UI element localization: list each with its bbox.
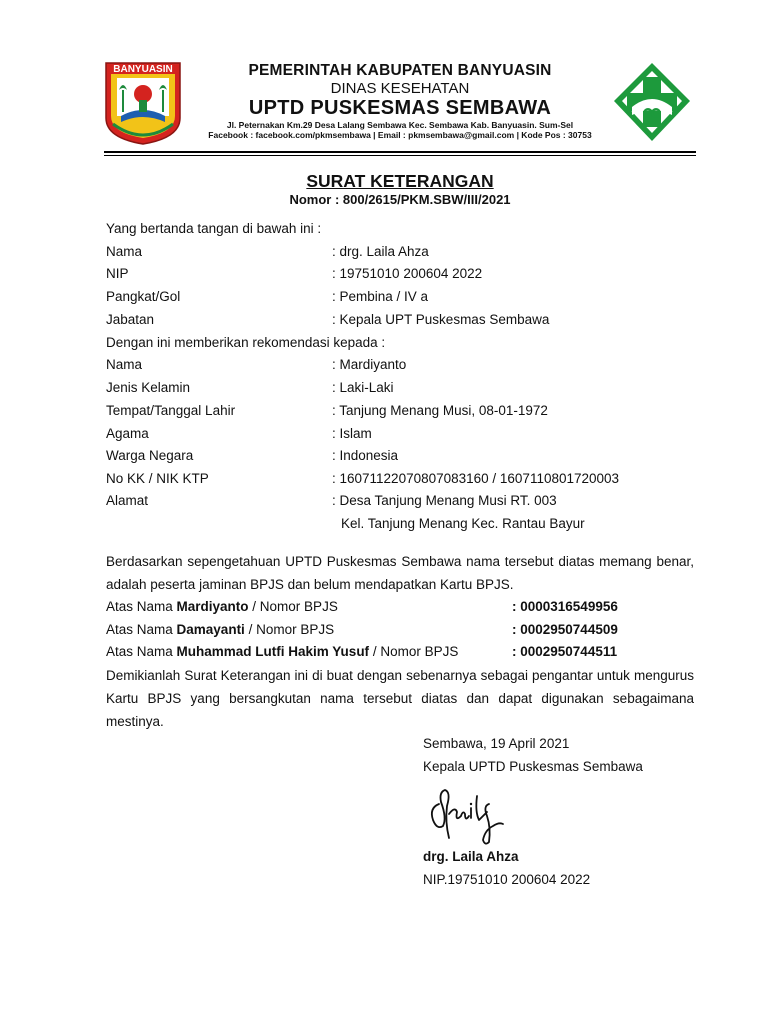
header-contact: Facebook : facebook.com/pkmsembawa | Email : pkmsembawa@gmail.com | Kode Pos : 30753: [208, 130, 592, 140]
signer-value-jabatan: : Kepala UPT Puskesmas Sembawa: [332, 312, 550, 327]
bpjs-suffix: / Nomor BPJS: [369, 644, 459, 659]
signer-label-jabatan: Jabatan: [106, 312, 155, 327]
subject-label-id: No KK / NIK KTP: [106, 471, 209, 486]
bpjs-name: Damayanti: [176, 622, 245, 637]
bpjs-name: Mardiyanto: [176, 599, 249, 614]
signer-position: Kepala UPTD Puskesmas Sembawa: [423, 759, 643, 774]
signer-label-pangkat: Pangkat/Gol: [106, 289, 181, 304]
document-number: Nomor : 800/2615/PKM.SBW/III/2021: [289, 192, 511, 207]
subject-value-nama: : Mardiyanto: [332, 357, 407, 372]
subject-label-birth: Tempat/Tanggal Lahir: [106, 403, 236, 418]
subject-value-birth: : Tanjung Menang Musi, 08-01-1972: [332, 403, 548, 418]
signer-value-pangkat: : Pembina / IV a: [332, 289, 429, 304]
subject-label-nationality: Warga Negara: [106, 448, 194, 463]
bpjs-name: Muhammad Lutfi Hakim Yusuf: [176, 644, 370, 659]
header-address: Jl. Peternakan Km.29 Desa Lalang Sembawa Kec. Sembawa Kab. Banyuasin. Sum-Sel: [226, 120, 574, 130]
signer-value-nip: : 19751010 200604 2022: [332, 266, 483, 281]
recommend-intro: Dengan ini memberikan rekomendasi kepada :: [106, 335, 386, 350]
bpjs-prefix: Atas Nama: [106, 599, 177, 614]
subject-value-address-line2: Kel. Tanjung Menang Kec. Rantau Bayur: [341, 516, 585, 531]
bpjs-line: [106, 621, 334, 639]
header-rule-thin: [104, 155, 696, 156]
handwritten-signature: [425, 782, 525, 848]
bpjs-line: [106, 598, 338, 616]
place-date: Sembawa, 19 April 2021: [423, 736, 570, 751]
bpjs-prefix: Atas Nama: [106, 622, 177, 637]
subject-value-address: : Desa Tanjung Menang Musi RT. 003: [332, 493, 557, 508]
header-government: PEMERINTAH KABUPATEN BANYUASIN: [248, 62, 552, 79]
subject-label-gender: Jenis Kelamin: [106, 380, 191, 395]
bpjs-number: : 0002950744509: [512, 622, 618, 637]
header-department: DINAS KESEHATAN: [330, 80, 470, 97]
header-institution: UPTD PUSKESMAS SEMBAWA: [248, 97, 552, 119]
logo-left-text: BANYUASIN: [113, 64, 173, 75]
subject-label-religion: Agama: [106, 426, 149, 441]
subject-label-nama: Nama: [106, 357, 143, 372]
bpjs-number: : 0002950744511: [512, 644, 618, 659]
intro-text: Yang bertanda tangan di bawah ini :: [106, 221, 322, 236]
bpjs-prefix: Atas Nama: [106, 644, 177, 659]
puskesmas-logo: [612, 61, 692, 143]
bpjs-line: [106, 643, 458, 661]
subject-label-address: Alamat: [106, 493, 149, 508]
signer-nip: NIP.19751010 200604 2022: [423, 872, 591, 887]
banyuasin-logo: [103, 60, 183, 146]
bpjs-suffix: / Nomor BPJS: [244, 622, 335, 637]
signer-label-nip: NIP: [106, 266, 129, 281]
signer-value-nama: : drg. Laila Ahza: [332, 244, 429, 259]
subject-value-nationality: : Indonesia: [332, 448, 399, 463]
signer-label-nama: Nama: [106, 244, 143, 259]
bpjs-suffix: / Nomor BPJS: [248, 599, 338, 614]
subject-value-id: : 16071122070807083160 / 1607110801720003: [332, 471, 620, 486]
document-title: SURAT KETERANGAN: [306, 171, 494, 191]
bpjs-number: : 0000316549956: [512, 599, 618, 614]
header-rule-thick: [104, 151, 696, 153]
statement-paragraph: Berdasarkan sepengetahuan UPTD Puskesmas Sembawa nama tersebut diatas memang benar, adalah peserta jaminan BPJS dan belum mendapatkan Kartu BPJS.: [106, 554, 694, 592]
subject-value-religion: : Islam: [332, 426, 372, 441]
closing-paragraph: Demikianlah Surat Keterangan ini di buat dengan sebenarnya sebagai pengantar untuk mengurus Kartu BPJS yang bersangkutan nama tersebut diatas dan dapat digunakan sebagaimana mestinya.: [106, 668, 694, 729]
signer-name: drg. Laila Ahza: [423, 849, 519, 864]
subject-value-gender: : Laki-Laki: [332, 380, 394, 395]
